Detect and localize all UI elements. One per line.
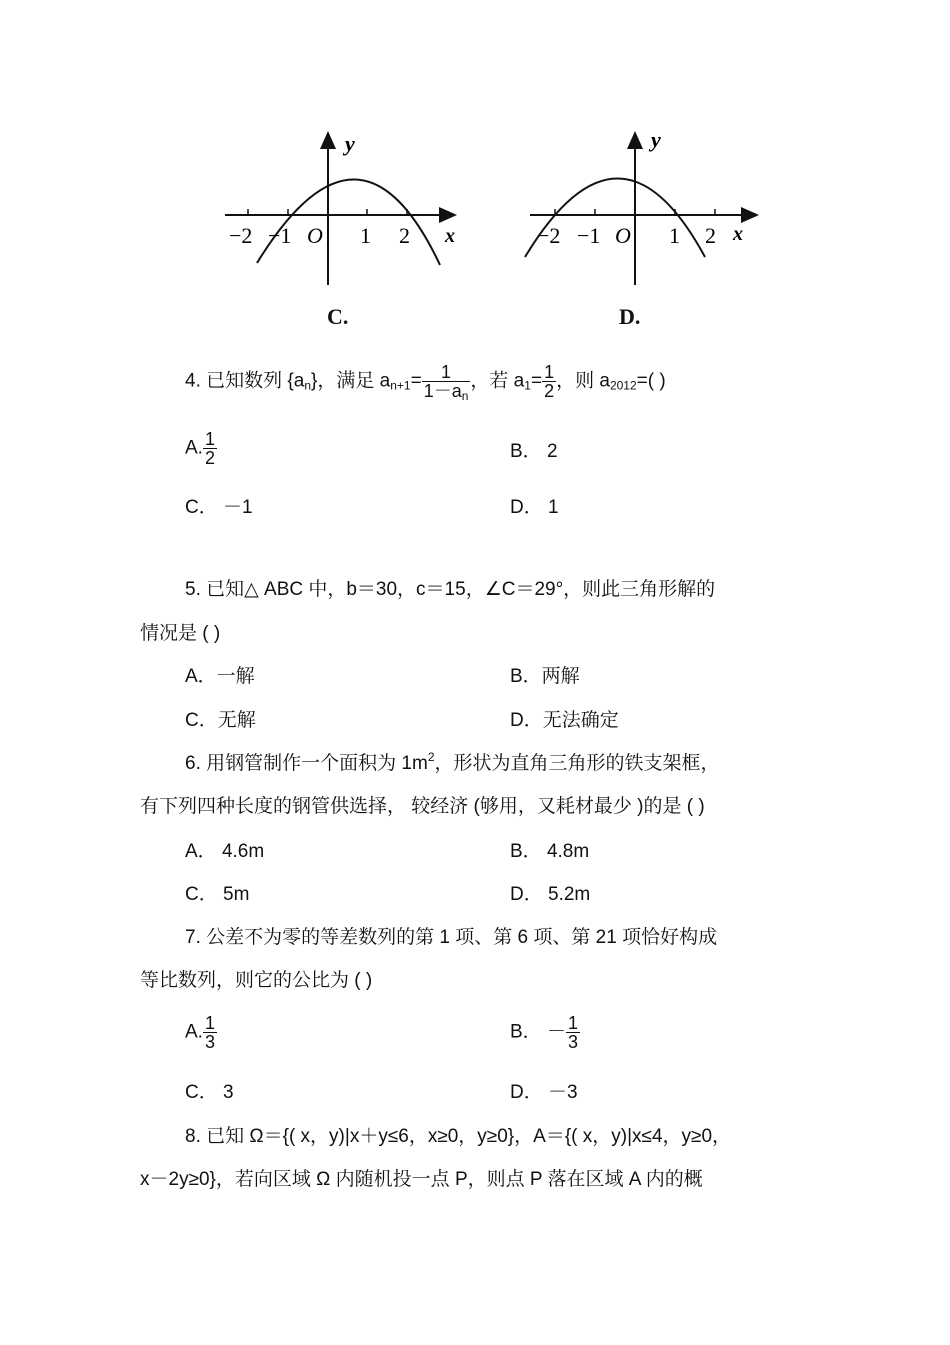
q6-option-c: C． 5m: [185, 884, 250, 905]
origin-label: O: [307, 223, 323, 248]
tick-label: −2: [537, 223, 561, 248]
q7-line-2: 等比数列，则它的公比为 ( ): [140, 970, 373, 991]
tick-label: 1: [669, 223, 680, 248]
q8-line-1: 8. 已知 Ω＝{( x，y)|x＋y≤6，x≥0，y≥0}，A＝{( x，y)|x≤4，y≥0，: [185, 1126, 732, 1147]
question-4-stem: 4. 已知数列 $\{a_n\}$，满足 $a_{n+1}=$ $\frac{1}{1-a_n}$ ，若 $a_1=$ $\frac{1}{2}$ ，则 $a_{2012}=$( ): [185, 362, 666, 403]
q6-line-1: 6. 用钢管制作一个面积为 $1m^2$，形状为直角三角形的铁支架框，: [185, 750, 720, 774]
x-axis-label: x: [445, 225, 455, 247]
fraction: $\frac{1}{3}$: [567, 1013, 578, 1052]
q5-option-c: C．无解: [185, 710, 256, 731]
q5-line-2: 情况是 ( ): [140, 623, 221, 644]
fraction: $\frac{1}{2}$: [204, 429, 215, 468]
q4-option-b: B． 2: [510, 441, 558, 462]
q7-option-a: A. $\frac{1}{3}$: [185, 1013, 215, 1052]
tick-label: −1: [577, 223, 601, 248]
tick-label: 1: [360, 223, 371, 248]
q4-option-c: C． －1: [185, 497, 253, 518]
tick-label: −2: [229, 223, 253, 248]
q6-option-b: B． 4.8m: [510, 841, 590, 862]
tick-label: −1: [268, 223, 292, 248]
fraction: $\frac{1}{3}$: [204, 1013, 215, 1052]
origin-label: O: [615, 223, 631, 248]
q8-line-2: x－2y≥0}，若向区域 Ω 内随机投一点 P，则点 P 落在区域 A 内的概: [140, 1169, 703, 1190]
q6-line-2: 有下列四种长度的钢管供选择， 较经济 (够用，又耗材最少 )的是 ( ): [140, 796, 705, 817]
q5-option-d: D．无法确定: [510, 710, 619, 731]
graph-c-label: C.: [327, 304, 349, 329]
q7-option-d: D． －3: [510, 1082, 578, 1103]
tick-label: 2: [705, 223, 716, 248]
q6-option-d: D． 5.2m: [510, 884, 591, 905]
graph-d-label: D.: [619, 304, 641, 329]
tick-label: 2: [399, 223, 410, 248]
q7-line-1: 7. 公差不为零的等差数列的第 1 项、第 6 项、第 21 项恰好构成: [185, 927, 718, 948]
fraction: $\frac{1}{2}$: [544, 362, 555, 401]
q5-option-b: B．两解: [510, 666, 580, 687]
q5-option-a: A．一解: [185, 666, 255, 687]
q7-option-b: B． － $\frac{1}{3}$: [510, 1013, 578, 1052]
q4-option-a: A. $\frac{1}{2}$: [185, 429, 215, 468]
q5-line-1: 5. 已知△ ABC 中，b＝30，c＝15，∠C＝29°，则此三角形解的: [185, 579, 716, 600]
x-axis-label: x: [733, 223, 743, 245]
y-axis-label: y: [651, 127, 661, 152]
q4-option-d: D． 1: [510, 497, 559, 518]
graph-d: [515, 125, 765, 295]
q6-option-a: A． 4.6m: [185, 841, 265, 862]
graph-c: [215, 125, 465, 295]
y-axis-label: y: [345, 131, 355, 156]
fraction: $\frac{1}{1-a_n}$: [423, 362, 469, 403]
q7-option-c: C． 3: [185, 1082, 234, 1103]
